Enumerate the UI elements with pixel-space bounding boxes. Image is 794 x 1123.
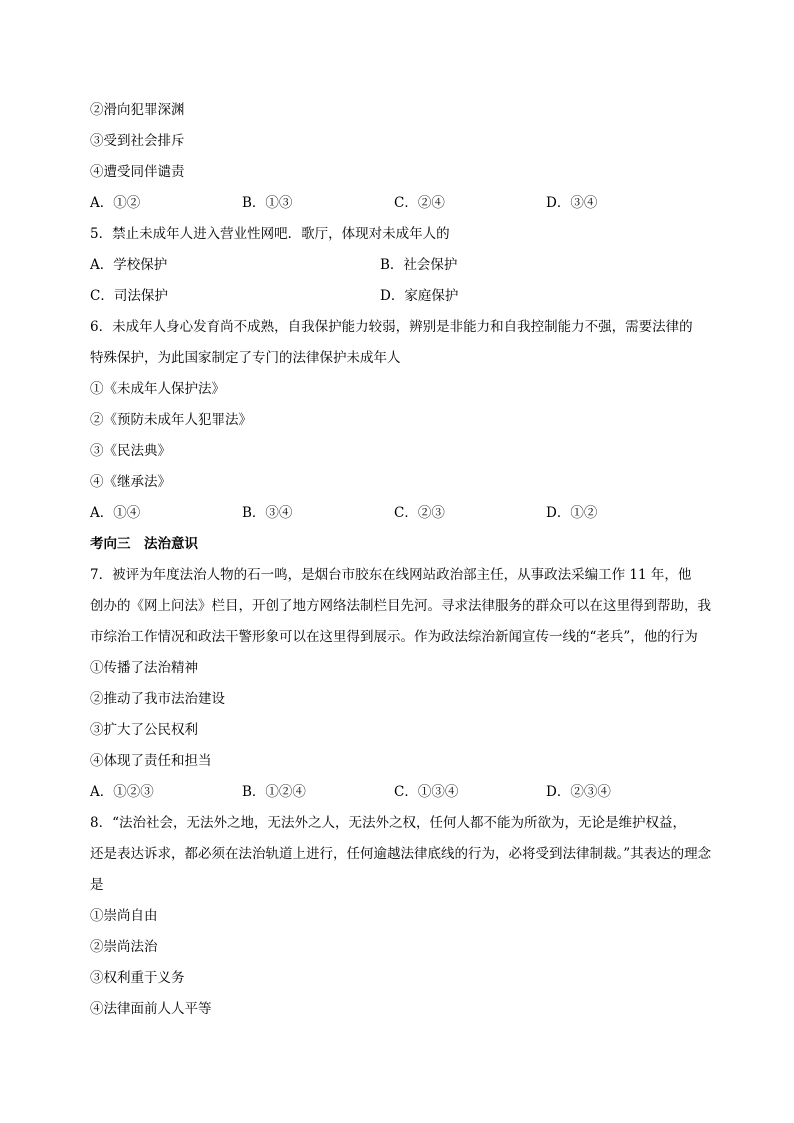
q7-item-1: ①传播了法治精神 [90,660,198,676]
q6-option-a: A．①④ [90,505,141,521]
q5-options-row2 [90,284,720,315]
document-content [90,98,720,1028]
q8-stem-line1: 8．“法治社会，无法外之地，无法外之人，无法外之权，任何人都不能为所欲为，无论是维护权益， [90,815,686,831]
q7-stem-line1: 7．被评为年度法治人物的石一鸣，是烟台市胶东在线网站政治部主任，从事政法采编工作 11 年，他 [90,567,692,583]
q6-options [90,501,720,532]
q6-item-4: ④《继承法》 [90,474,171,490]
q7-option-b: B．①②④ [242,784,306,800]
q6-option-c: C．②③ [394,505,445,521]
q7-item-2: ②推动了我市法治建设 [90,691,225,707]
q4-option-a: A．①② [90,195,141,211]
section-heading: 考向三 法治意识 [90,536,198,552]
q7-item-3: ③扩大了公民权利 [90,722,198,738]
q7-option-a: A．①②③ [90,784,154,800]
q6-item-3: ③《民法典》 [90,443,171,459]
q8-item-4: ④法律面前人人平等 [90,1001,212,1017]
q7-option-d: D．②③④ [546,784,611,800]
q5-options-row1 [90,253,720,284]
q8-stem-line3: 是 [90,877,104,893]
q7-stem-line2: 创办的《网上问法》栏目，开创了地方网络法制栏目先河。寻求法律服务的群众可以在这里得到帮助，我 [90,598,711,614]
q4-option-b: B．①③ [242,195,293,211]
q4-item-4: ④遭受同伴谴责 [90,164,185,180]
q5-option-c: C．司法保护 [90,288,168,304]
q4-options [90,191,720,222]
q4-item-3: ③受到社会排斥 [90,133,185,149]
q7-options [90,780,720,811]
q5-option-b: B．社会保护 [380,257,458,273]
q6-stem-line1: 6．未成年人身心发育尚不成熟，自我保护能力较弱，辨别是非能力和自我控制能力不强，需要法律的 [90,319,693,335]
q6-item-2: ②《预防未成年人犯罪法》 [90,412,252,428]
q6-stem-line2: 特殊保护，为此国家制定了专门的法律保护未成年人 [90,350,401,366]
q7-item-4: ④体现了责任和担当 [90,753,212,769]
q6-option-d: D．①② [546,505,598,521]
q5-stem: 5．禁止未成年人进入营业性网吧．歌厅，体现对未成年人的 [90,226,450,242]
q8-item-1: ①崇尚自由 [90,908,158,924]
q4-option-c: C．②④ [394,195,445,211]
q8-stem-line2: 还是表达诉求，都必须在法治轨道上进行，任何逾越法律底线的行为，必将受到法律制裁。”其表达的理念 [90,846,712,862]
q8-item-2: ②崇尚法治 [90,939,158,955]
q6-option-b: B．③④ [242,505,293,521]
q4-option-d: D．③④ [546,195,598,211]
q4-item-2: ②滑向犯罪深渊 [90,102,185,118]
q7-option-c: C．①③④ [394,784,459,800]
q5-option-d: D．家庭保护 [380,288,459,304]
q7-stem-line3: 市综治工作情况和政法干警形象可以在这里得到展示。作为政法综治新闻宣传一线的“老兵”，他的行为 [90,629,698,645]
q6-item-1: ①《未成年人保护法》 [90,381,225,397]
q8-item-3: ③权利重于义务 [90,970,185,986]
q5-option-a: A．学校保护 [90,257,168,273]
